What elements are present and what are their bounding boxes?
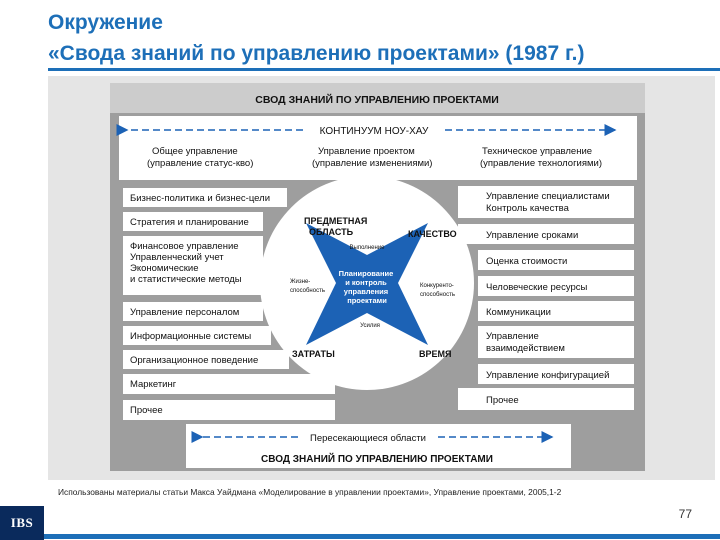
- time-label: ВРЕМЯ: [419, 349, 452, 359]
- star-center-label: Планирование и контроль управления проектами: [338, 269, 394, 305]
- right-item: Оценка стоимости: [486, 256, 568, 267]
- right-item: Человеческие ресурсы: [486, 282, 588, 293]
- right-item: Управление взаимодействием: [486, 331, 565, 354]
- page-number: 77: [678, 507, 692, 521]
- right-item: Прочее: [486, 395, 519, 406]
- ibs-logo: IBS: [0, 506, 44, 540]
- right-item-box: [458, 388, 634, 410]
- header-label: СВОД ЗНАНИЙ ПО УПРАВЛЕНИЮ ПРОЕКТАМИ: [255, 94, 499, 106]
- left-item: Прочее: [130, 405, 163, 416]
- execution-label: Выполнение: [349, 245, 385, 251]
- left-item: Маркетинг: [130, 379, 177, 390]
- quality-label: КАЧЕСТВО: [408, 229, 457, 239]
- continuum-label: КОНТИНУУМ НОУ-ХАУ: [319, 126, 429, 137]
- right-item: Управление специалистами Контроль качества: [486, 191, 610, 214]
- effort-label: Усилия: [360, 323, 380, 329]
- scope-label: ПРЕДМЕТНАЯ ОБЛАСТЬ: [304, 216, 368, 237]
- right-item: Коммуникации: [486, 307, 551, 318]
- intersecting-label: Пересекающиеся области: [310, 433, 426, 444]
- left-item: Организационное поведение: [130, 355, 259, 366]
- top-column-project: Управление проектом (управление изменениями): [312, 146, 433, 169]
- left-item: Финансовое управление Управленческий учет Экономические и статистические методы: [130, 241, 242, 285]
- top-column-technical: Техническое управление (управление технологиями): [480, 146, 602, 169]
- left-item: Информационные системы: [130, 331, 252, 342]
- left-item: Стратегия и планирование: [130, 217, 249, 228]
- cost-label: ЗАТРАТЫ: [292, 349, 335, 359]
- slide-title-line-2: «Свода знаний по управлению проектами» (1987 г.): [48, 42, 585, 65]
- bottom-rule: [44, 534, 720, 539]
- source-caption: Использованы материалы статьи Макса Уайдмана «Моделирование в управлении проектами», Управление проектами, 2005,1-2: [58, 487, 562, 497]
- competitiveness-label: Конкуренто- способность: [420, 283, 455, 298]
- viability-label: Жизне- способность: [290, 279, 325, 294]
- footer-label: СВОД ЗНАНИЙ ПО УПРАВЛЕНИЮ ПРОЕКТАМИ: [261, 454, 493, 465]
- left-item: Бизнес-политика и бизнес-цели: [130, 193, 270, 204]
- slide-title-line-1: Окружение: [48, 11, 163, 34]
- top-column-general: Общее управление (управление статус-кво): [147, 146, 254, 169]
- right-item: Управление конфигурацией: [486, 370, 610, 381]
- left-item: Управление персоналом: [130, 307, 240, 318]
- right-item: Управление сроками: [486, 230, 579, 241]
